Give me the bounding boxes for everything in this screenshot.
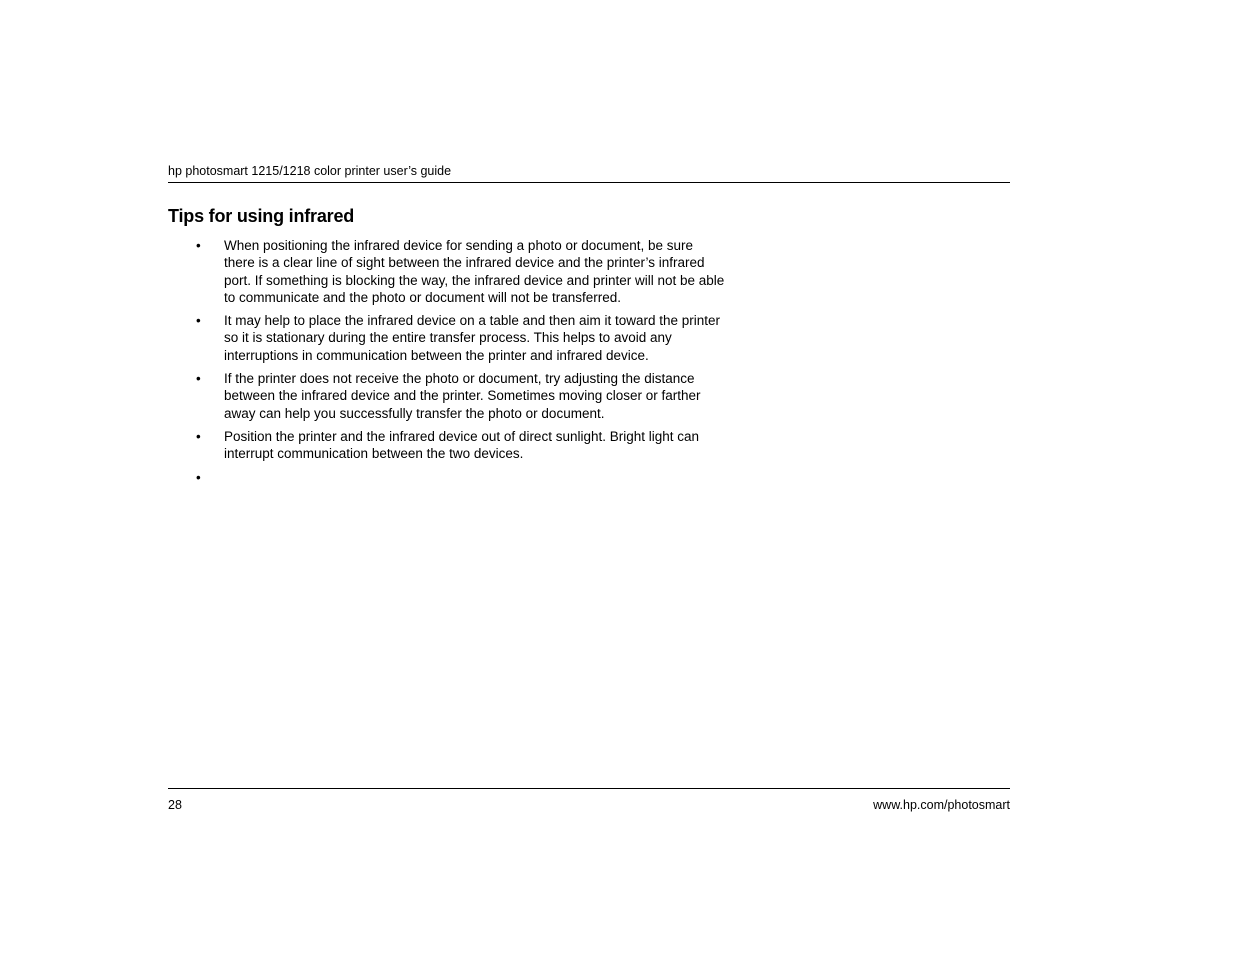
list-item [196,428,726,463]
running-header: hp photosmart 1215/1218 color printer user’s guide [168,164,452,178]
list-item [196,312,726,364]
bullet-icon: • [196,238,201,253]
section-title: Tips for using infrared [168,206,355,226]
footer-rule [168,788,1010,789]
bullet-icon: • [196,313,201,329]
bullet-icon: • [196,428,201,444]
tips-list [196,237,726,485]
page-number: 28 [168,798,182,812]
bullet-icon: • [196,371,201,387]
tip-text: Position the printer and the infrared device out of direct sunlight. Bright light can interrupt communication between the two devices. [224,428,700,462]
list-item [196,237,726,306]
bullet-icon: • [196,469,201,485]
footer-url: www.hp.com/photosmart [873,798,1010,812]
header-rule [168,182,1010,183]
tip-text: It may help to place the infrared device on a table and then aim it toward the printer so it is stationary during the entire transfer process. This helps to avoid any interruptions in communication between the printer and infrared device. [224,313,721,363]
tip-text: When positioning the infrared device for sending a photo or document, be sure there is a clear line of sight between the infrared device and the printer’s infrared port. If something is blocking the way, the infrared device and printer will not be able to communicate and the photo or document will not be transferred. [224,238,725,305]
tip-text: If the printer does not receive the photo or document, try adjusting the distance between the infrared device and the printer. Sometimes moving closer or farther away can help you successfully transfer the photo or document. [224,371,701,421]
list-item [196,370,726,422]
